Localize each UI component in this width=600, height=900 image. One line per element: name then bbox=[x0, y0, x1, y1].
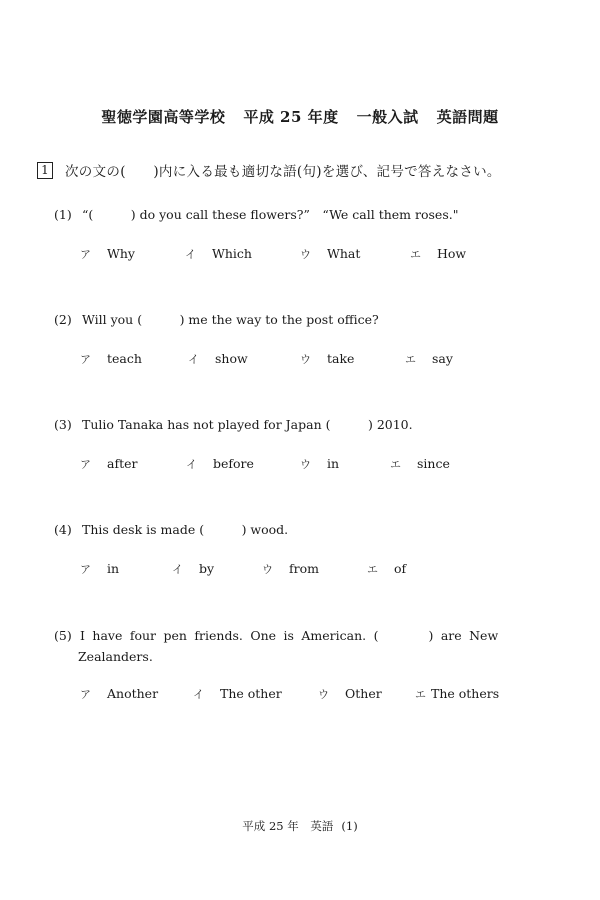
question-number: (1) bbox=[54, 207, 72, 222]
choice-a bbox=[80, 456, 137, 472]
footer-subject: 英語 bbox=[310, 819, 334, 833]
choice-u bbox=[300, 351, 354, 367]
section-heading bbox=[37, 160, 501, 180]
choice-label: by bbox=[199, 561, 215, 576]
choice-mark: エ bbox=[405, 353, 416, 366]
choice-a bbox=[80, 561, 119, 577]
choice-i bbox=[188, 351, 248, 367]
choice-label: before bbox=[213, 456, 254, 471]
choice-label: say bbox=[432, 351, 453, 366]
choice-label: in bbox=[327, 456, 340, 471]
footer-year: 平成 25 年 bbox=[242, 819, 299, 833]
choice-i bbox=[172, 561, 214, 577]
choice-a bbox=[80, 351, 142, 367]
choice-label: from bbox=[289, 561, 319, 576]
choice-mark: エ bbox=[410, 248, 421, 261]
choice-mark: エ bbox=[390, 458, 401, 471]
choice-e bbox=[415, 686, 499, 702]
section-number-box: 1 bbox=[37, 162, 53, 179]
choice-label: Other bbox=[345, 686, 382, 701]
exam-year: 平成 25 年度 bbox=[243, 108, 339, 126]
choice-label: How bbox=[437, 246, 467, 261]
choice-mark: ウ bbox=[300, 248, 311, 261]
page-footer bbox=[0, 818, 600, 834]
choice-mark: イ bbox=[193, 688, 204, 701]
choice-label: What bbox=[327, 246, 361, 261]
question-2 bbox=[54, 310, 379, 328]
question-number: (5) bbox=[54, 628, 72, 643]
question-5-line-1 bbox=[54, 628, 498, 643]
choice-mark: ウ bbox=[300, 353, 311, 366]
question-number: (3) bbox=[54, 417, 72, 432]
choice-label: The other bbox=[220, 686, 282, 701]
choice-label: Which bbox=[212, 246, 252, 261]
choice-label: take bbox=[327, 351, 355, 366]
school-name: 聖徳学園高等学校 bbox=[101, 108, 226, 126]
question-text: “( ) do you call these flowers?” “We call them roses." bbox=[82, 207, 459, 222]
footer-page-number: (1) bbox=[341, 819, 358, 833]
choice-mark: ウ bbox=[318, 688, 329, 701]
choice-i bbox=[186, 456, 254, 472]
choice-u bbox=[262, 561, 319, 577]
choice-mark: ア bbox=[80, 248, 91, 261]
choice-mark: ア bbox=[80, 353, 91, 366]
question-3 bbox=[54, 415, 413, 433]
question-number: (2) bbox=[54, 312, 72, 327]
choice-mark: イ bbox=[188, 353, 199, 366]
choice-mark: ア bbox=[80, 688, 91, 701]
choice-mark: イ bbox=[185, 248, 196, 261]
question-text-continued: Zealanders. bbox=[78, 649, 153, 664]
choice-e bbox=[405, 351, 453, 367]
choice-e bbox=[390, 456, 450, 472]
section-instruction: 次の文の( )内に入る最も適切な語(句)を選び、記号で答えなさい。 bbox=[65, 164, 501, 180]
choice-e bbox=[410, 246, 466, 262]
choice-mark: ア bbox=[80, 563, 91, 576]
choice-e bbox=[367, 561, 406, 577]
choice-a bbox=[80, 686, 158, 702]
question-text: I have four pen friends. One is American. ( ) are New bbox=[80, 628, 499, 643]
question-5 bbox=[54, 625, 522, 667]
choice-i bbox=[193, 686, 282, 702]
choice-a bbox=[80, 246, 135, 262]
choice-u bbox=[300, 246, 360, 262]
choice-mark: ウ bbox=[300, 458, 311, 471]
choice-mark: ア bbox=[80, 458, 91, 471]
choice-label: of bbox=[394, 561, 407, 576]
exam-subject: 英語問題 bbox=[436, 108, 499, 126]
choice-label: in bbox=[107, 561, 120, 576]
exam-type: 一般入試 bbox=[356, 108, 419, 126]
choice-label: after bbox=[107, 456, 138, 471]
question-1 bbox=[54, 205, 458, 223]
question-text: Will you ( ) me the way to the post office? bbox=[82, 312, 379, 327]
choice-label: Another bbox=[107, 686, 159, 701]
choice-label: since bbox=[417, 456, 450, 471]
question-4 bbox=[54, 520, 288, 538]
page-title bbox=[0, 106, 600, 127]
choice-mark: イ bbox=[186, 458, 197, 471]
question-text: Tulio Tanaka has not played for Japan ( ) 2010. bbox=[82, 417, 413, 432]
choice-mark: イ bbox=[172, 563, 183, 576]
choice-mark: エ bbox=[415, 688, 426, 701]
question-text: This desk is made ( ) wood. bbox=[82, 522, 289, 537]
choice-label: Why bbox=[107, 246, 135, 261]
choice-u bbox=[318, 686, 382, 702]
choice-i bbox=[185, 246, 252, 262]
choice-mark: エ bbox=[367, 563, 378, 576]
choice-u bbox=[300, 456, 339, 472]
question-number: (4) bbox=[54, 522, 72, 537]
choice-label: teach bbox=[107, 351, 142, 366]
choice-label: The others bbox=[431, 686, 500, 701]
choice-label: show bbox=[215, 351, 248, 366]
choice-mark: ウ bbox=[262, 563, 273, 576]
